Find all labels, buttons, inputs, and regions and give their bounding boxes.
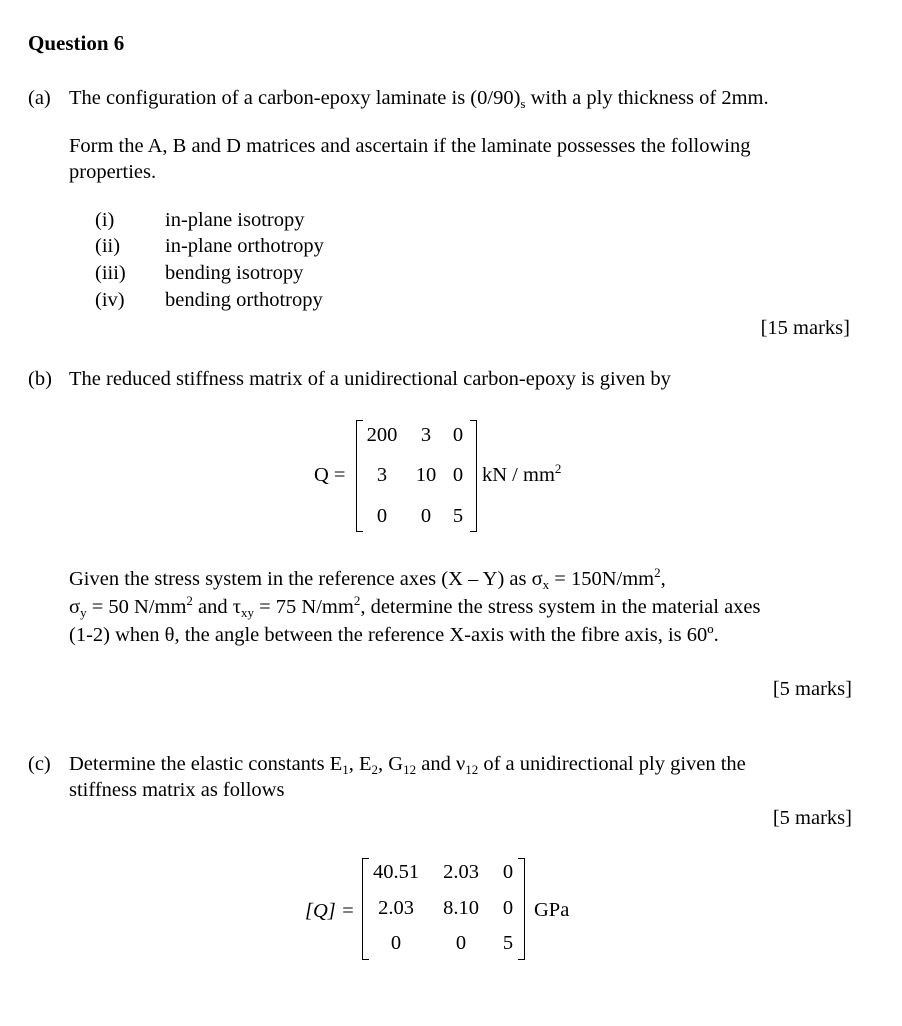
matrix-cell: 3 bbox=[420, 424, 432, 446]
list-item-number: (iv) bbox=[95, 289, 125, 311]
matrix-cell: 0 bbox=[452, 464, 464, 486]
part-b-label: (b) bbox=[28, 368, 52, 390]
part-c-line1: Determine the elastic constants $E_1$, $E_2$, $G_{12}$ and $\nu_{12}$ of a unidirectional ply given the bbox=[69, 753, 746, 777]
matrix-cell: 0 bbox=[502, 897, 514, 919]
list-item-text: bending orthotropy bbox=[165, 289, 323, 311]
list-item-text: in-plane orthotropy bbox=[165, 235, 324, 257]
matrix-cell: 5 bbox=[452, 505, 464, 527]
matrix-cell: 0 bbox=[420, 505, 432, 527]
part-b-stress-line2: $\sigma_y = 50$ $N/mm^2$ and $\tau_{xy} = 75$ $N/mm^2$, determine the stress system in the material axes bbox=[69, 593, 761, 620]
matrix-cell: 0 bbox=[452, 424, 464, 446]
matrix-cell: 8.10 bbox=[443, 897, 479, 919]
part-b-intro: The reduced stiffness matrix of a unidirectional carbon-epoxy is given by bbox=[69, 368, 671, 390]
part-a-para-line1: Form the A, B and D matrices and ascertain if the laminate possesses the following bbox=[69, 135, 751, 157]
matrix-right-bracket bbox=[518, 858, 525, 960]
part-b-marks: [5 marks] bbox=[772, 678, 852, 700]
question-title: Question 6 bbox=[28, 31, 125, 55]
matrix-q-label: Q = bbox=[314, 464, 346, 486]
matrix-cell: 0 bbox=[502, 861, 514, 883]
part-c-line2: stiffness matrix as follows bbox=[69, 779, 285, 801]
matrix-cell: 3 bbox=[376, 464, 388, 486]
matrix-q-bracket-label: [Q] = bbox=[305, 900, 355, 922]
list-item-text: in-plane isotropy bbox=[165, 209, 305, 231]
part-b-stress-line1: Given the stress system in the reference axes (X – Y) as $\sigma_x = 150N/mm^2$, bbox=[69, 565, 666, 592]
list-item-number: (ii) bbox=[95, 235, 121, 257]
matrix-cell: 10 bbox=[415, 464, 437, 486]
matrix-unit: kN / $mm^2$ bbox=[482, 461, 562, 486]
list-item-number: (i) bbox=[95, 209, 115, 231]
part-c-marks: [5 marks] bbox=[772, 807, 852, 829]
matrix-cell: 200 bbox=[366, 424, 398, 446]
matrix-cell: 2.03 bbox=[378, 897, 414, 919]
list-item-number: (iii) bbox=[95, 262, 126, 284]
part-b-stress-line3: (1-2) when θ, the angle between the reference X-axis with the fibre axis, is 60º. bbox=[69, 624, 719, 646]
matrix-cell: 2.03 bbox=[443, 861, 479, 883]
part-a-para-line2: properties. bbox=[69, 161, 157, 183]
part-a-marks: [15 marks] bbox=[760, 317, 850, 339]
matrix-cell: 0 bbox=[390, 932, 402, 954]
matrix-cell: 40.51 bbox=[372, 861, 420, 883]
part-a-line1: The configuration of a carbon-epoxy laminate is $(0/90)_s$ with a ply thickness of 2mm. bbox=[69, 87, 769, 111]
matrix-cell: 0 bbox=[376, 505, 388, 527]
matrix-cell: 5 bbox=[502, 932, 514, 954]
list-item-text: bending isotropy bbox=[165, 262, 304, 284]
part-c-label: (c) bbox=[28, 753, 51, 775]
part-a-label: (a) bbox=[28, 87, 51, 109]
matrix-unit: GPa bbox=[534, 899, 570, 921]
matrix-cell: 0 bbox=[455, 932, 467, 954]
matrix-right-bracket bbox=[470, 420, 477, 532]
